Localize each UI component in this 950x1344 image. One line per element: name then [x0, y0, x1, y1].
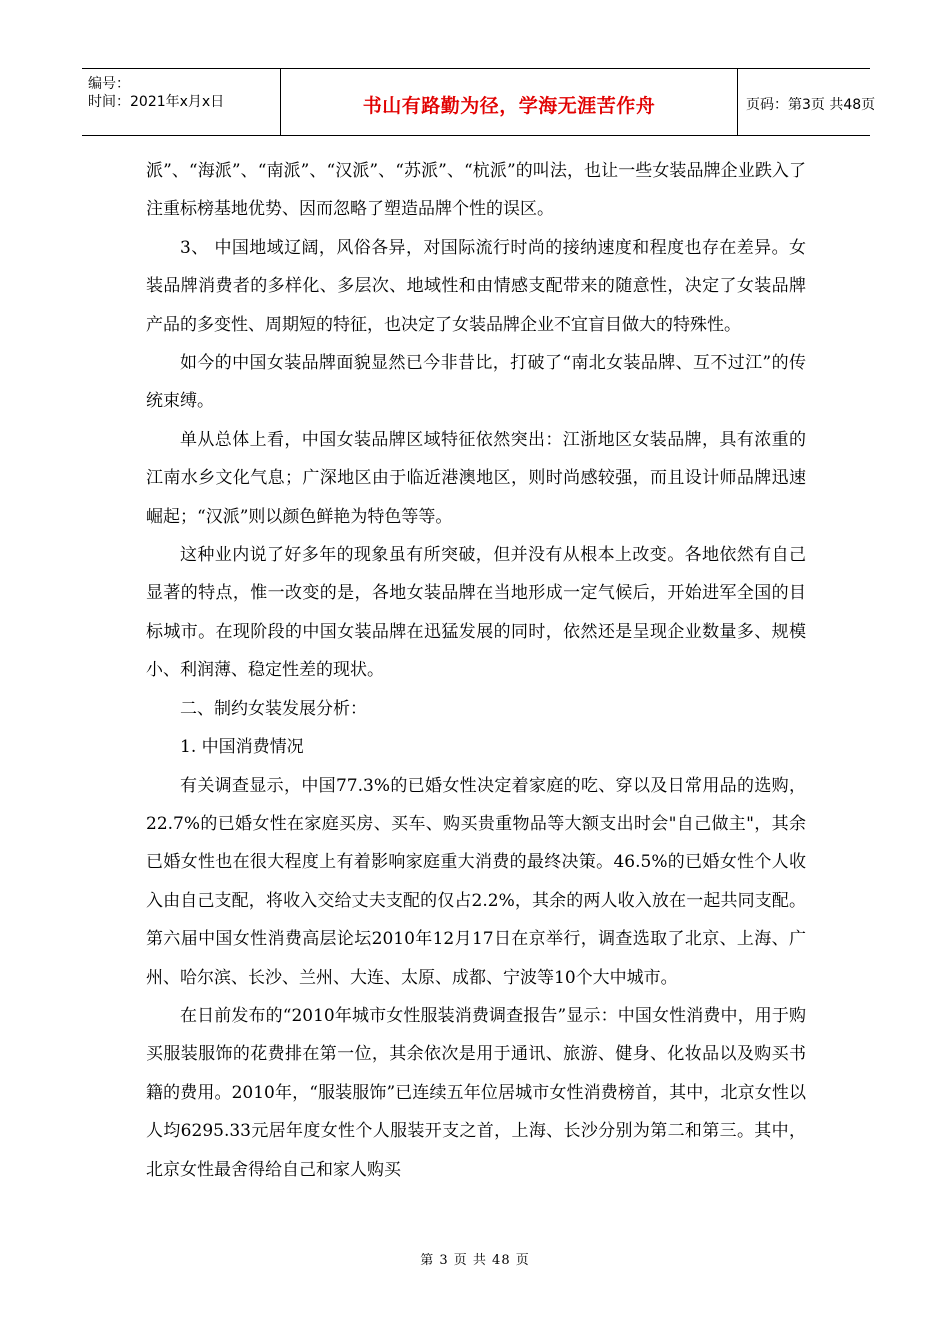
header-motto: 书山有路勤为径，学海无涯苦作舟	[362, 95, 656, 117]
header-page-cell	[738, 69, 876, 135]
paragraph: 有关调查显示，中国77.3%的已婚女性决定着家庭的吃、穿以及日常用品的选购，22.7%的已婚女性在家庭买房、买车、购买贵重物品等大额支出时会"自己做主"，其余已婚女性也在很大程度上有着影响家庭重大消费的最终决策。46.5%的已婚女性个人收入由自己支配，将收入交给丈夫支配的仅占2.2%，其余的两人收入放在一起共同支配。第六届中国女性消费高层论坛2010年12月17日在京举行，调查选取了北京、上海、广州、哈尔滨、长沙、兰州、大连、太原、成都、宁波等10个大中城市。	[146, 775, 806, 988]
paragraph: 单从总体上看，中国女装品牌区域特征依然突出：江浙地区女装品牌，具有浓重的江南水乡文化气息；广深地区由于临近港澳地区，则时尚感较强，而且设计师品牌迅速崛起；“汉派”则以颜色鲜艳为特色等等。	[146, 429, 806, 527]
paragraph-point-3: 3、 中国地域辽阔，风俗各异，对国际流行时尚的接纳速度和程度也存在差异。女装品牌消费者的多样化、多层次、地域性和由情感支配带来的随意性，决定了女装品牌产品的多变性、周期短的特征，也决定了女装品牌企业不宜盲目做大的特殊性。	[146, 237, 806, 335]
header-page-code: 页码：第3页 共48页	[746, 97, 876, 113]
header-motto-cell	[280, 69, 738, 135]
paragraph: 如今的中国女装品牌面貌显然已今非昔比，打破了“南北女装品牌、互不过江”的传统束缚。	[146, 353, 806, 412]
document-body	[146, 152, 806, 1189]
page-footer: 第 3 页 共 48 页	[420, 1253, 530, 1268]
subsection-heading: 1. 中国消费情况	[180, 737, 304, 758]
paragraph: 这种业内说了好多年的现象虽有所突破，但并没有从根本上改变。各地依然有自己显著的特点，惟一改变的是，各地女装品牌在当地形成一定气候后，开始进军全国的目标城市。在现阶段的中国女装品牌在迅猛发展的同时，依然还是呈现企业数量多、规模小、利润薄、稳定性差的现状。	[146, 545, 806, 681]
document-date-label: 时间：2021年x月x日	[88, 94, 225, 110]
paragraph-continuation: 派”、“海派”、“南派”、“汉派”、“苏派”、“杭派”的叫法，也让一些女装品牌企业跌入了注重标榜基地优势、因而忽略了塑造品牌个性的误区。	[146, 161, 806, 220]
paragraph: 在日前发布的“2010年城市女性服装消费调查报告”显示：中国女性消费中，用于购买服装服饰的花费排在第一位，其余依次是用于通讯、旅游、健身、化妆品以及购买书籍的费用。2010年，“服装服饰”已连续五年位居城市女性消费榜首，其中，北京女性以人均6295.33元居年度女性个人服装开支之首，上海、长沙分别为第二和第三。其中，北京女性最舍得给自己和家人购买	[146, 1005, 806, 1180]
page-header	[82, 68, 876, 136]
header-meta-cell	[82, 69, 280, 135]
section-heading: 二、制约女装发展分析：	[180, 698, 367, 719]
document-number-label: 编号：	[88, 76, 130, 92]
